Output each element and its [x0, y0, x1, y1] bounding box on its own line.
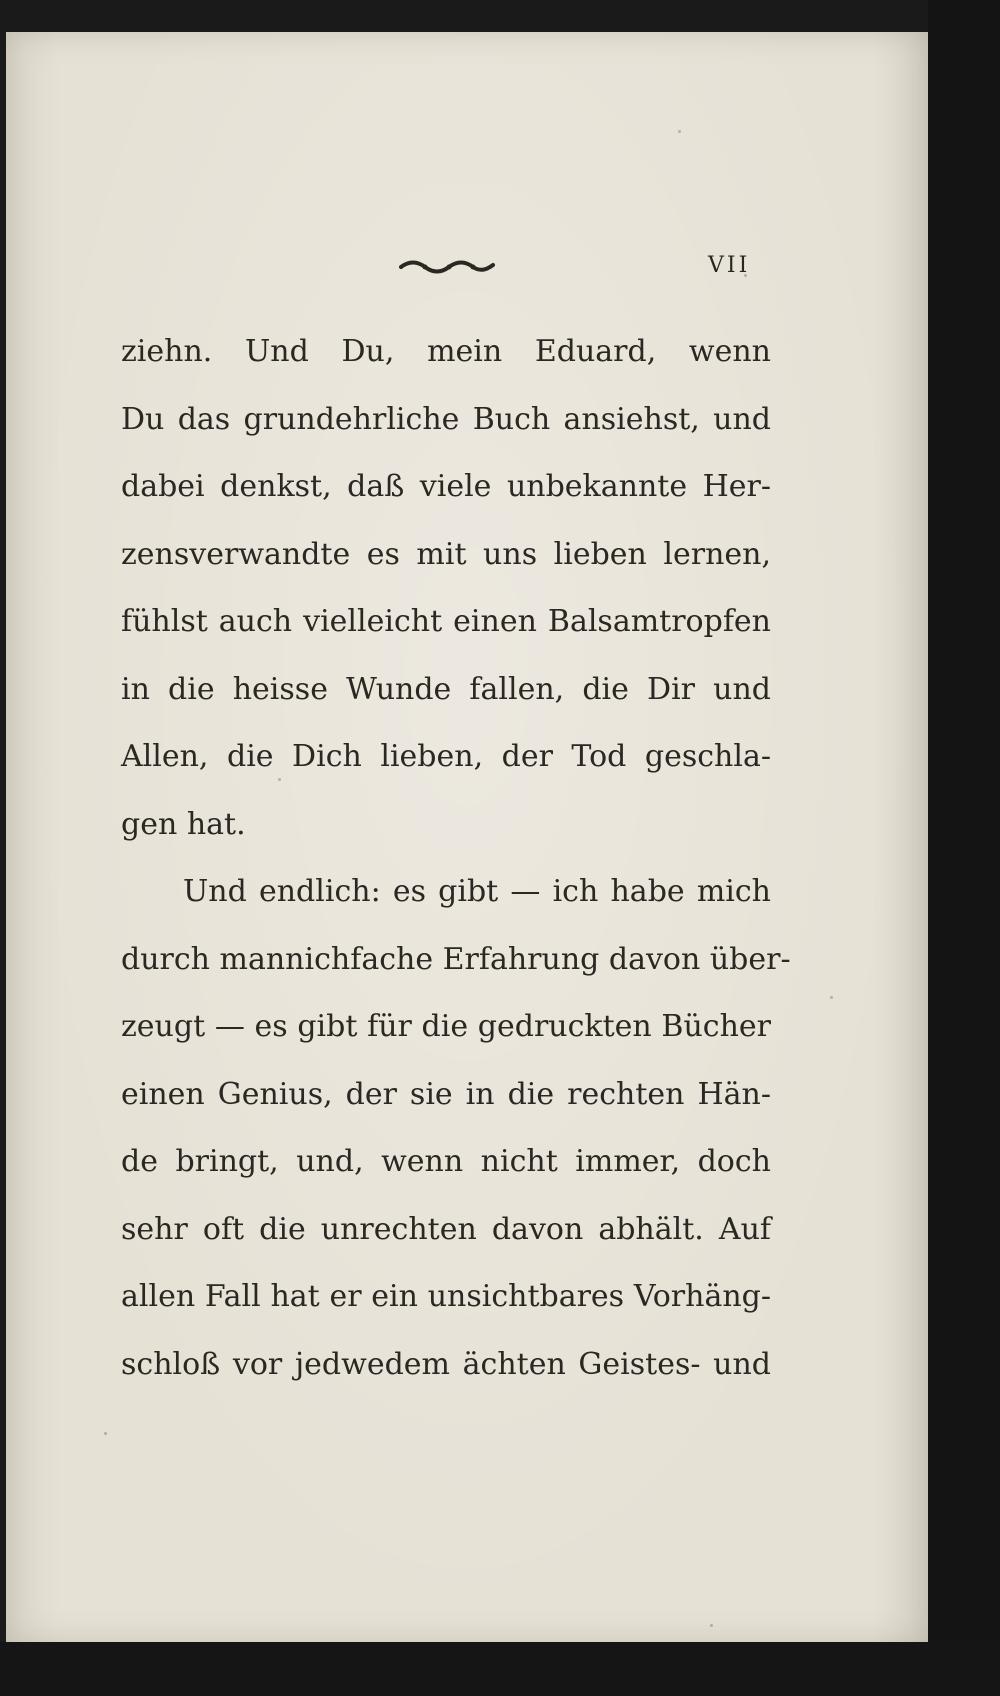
text-line: sehr oft die unrechten davon abhält. Auf — [121, 1211, 771, 1247]
paper-speck — [830, 996, 833, 999]
paper-speck — [104, 1432, 107, 1435]
page-number: VII — [708, 253, 751, 278]
text-line: allen Fall hat er ein unsichtbares Vorhäng- — [121, 1279, 771, 1314]
text-line: Allen, die Dich lieben, der Tod geschla- — [121, 739, 771, 774]
text-line: gen hat. — [121, 806, 246, 842]
text-line: ziehn. Und Du, mein Eduard, wenn — [121, 334, 771, 369]
text-line: fühlst auch vielleicht einen Balsamtropfen — [121, 604, 771, 639]
paper-speck — [744, 274, 747, 277]
text-line: in die heisse Wunde fallen, die Dir und — [121, 671, 771, 707]
text-line-paragraph-start: Und endlich: es gibt — ich habe mich — [183, 874, 771, 909]
text-line: Du das grundehrliche Buch ansiehst, und — [121, 401, 771, 437]
text-line: einen Genius, der sie in die rechten Hän- — [121, 1076, 771, 1112]
scan-edge-right — [928, 0, 1000, 1696]
paper-speck — [678, 130, 681, 133]
page-header — [6, 253, 928, 297]
text-line: dabei denkst, daß viele unbekannte Her- — [121, 469, 771, 504]
body-text — [121, 318, 791, 1398]
text-line: zensverwandte es mit uns lieben lernen, — [121, 536, 771, 572]
paper-speck — [710, 1624, 713, 1627]
ornament-rule — [399, 257, 495, 275]
text-line: de bringt, und, wenn nicht immer, doch — [121, 1144, 771, 1179]
scan-edge-bottom — [0, 1642, 1000, 1696]
book-page — [6, 32, 928, 1642]
text-line: durch mannichfache Erfahrung davon über- — [121, 941, 791, 977]
paper-speck — [278, 778, 281, 781]
text-line: zeugt — es gibt für die gedruckten Bücher — [121, 1009, 771, 1044]
text-line: schloß vor jedwedem ächten Geistes- und — [121, 1346, 771, 1382]
